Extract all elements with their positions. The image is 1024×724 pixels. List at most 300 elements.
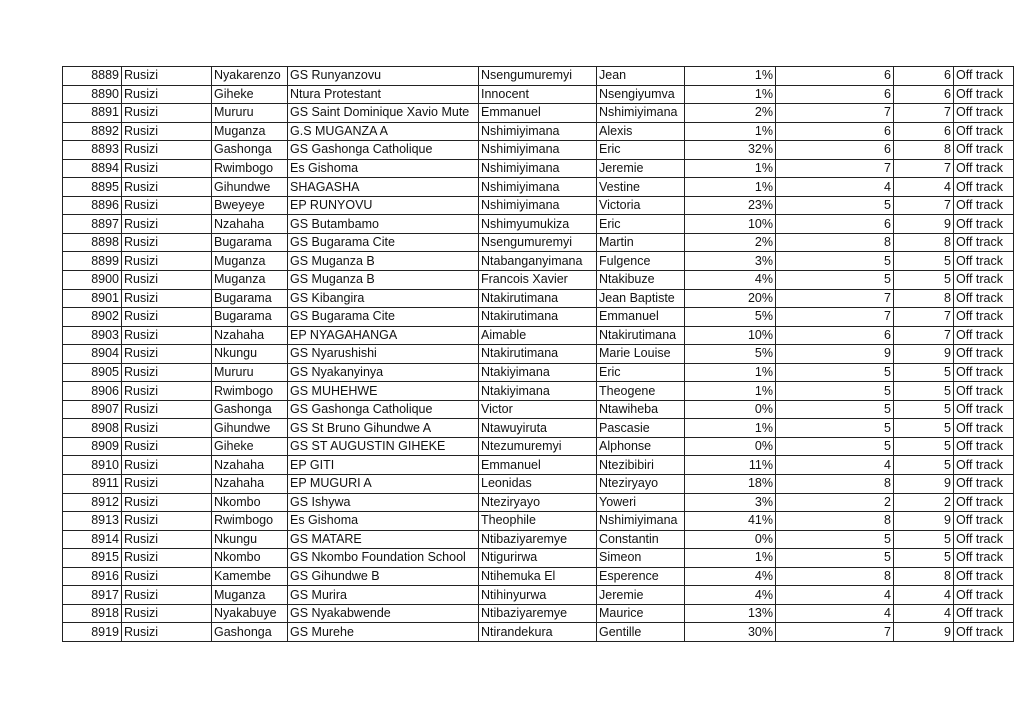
cell-district: Rusizi [122,530,212,549]
cell-id: 8895 [63,178,122,197]
table-row [63,586,1014,605]
cell-surname: Nshimiyimana [479,122,597,141]
cell-status: Off track [954,363,1014,382]
table-row [63,400,1014,419]
cell-id: 8896 [63,196,122,215]
cell-sector: Nkombo [212,549,288,568]
cell-value-a: 4 [776,178,894,197]
cell-status: Off track [954,586,1014,605]
cell-surname: Theophile [479,512,597,531]
cell-value-a: 6 [776,326,894,345]
cell-school: Es Gishoma [288,512,479,531]
cell-status: Off track [954,308,1014,327]
cell-status: Off track [954,530,1014,549]
cell-status: Off track [954,233,1014,252]
cell-sector: Nyakabuye [212,604,288,623]
cell-value-a: 5 [776,400,894,419]
cell-district: Rusizi [122,178,212,197]
cell-value-b: 4 [894,178,954,197]
cell-sector: Nkombo [212,493,288,512]
cell-firstname: Marie Louise [597,345,685,364]
cell-value-a: 6 [776,215,894,234]
cell-district: Rusizi [122,233,212,252]
cell-surname: Nshimiyimana [479,141,597,160]
cell-firstname: Theogene [597,382,685,401]
cell-value-b: 5 [894,252,954,271]
table-row [63,456,1014,475]
cell-value-a: 6 [776,122,894,141]
cell-surname: Victor [479,400,597,419]
cell-school: GS Runyanzovu [288,67,479,86]
cell-value-b: 5 [894,363,954,382]
cell-value-b: 6 [894,67,954,86]
cell-sector: Nkungu [212,530,288,549]
cell-percent: 1% [685,382,776,401]
cell-school: SHAGASHA [288,178,479,197]
cell-value-b: 7 [894,159,954,178]
cell-percent: 1% [685,85,776,104]
cell-sector: Gashonga [212,400,288,419]
cell-value-a: 5 [776,437,894,456]
cell-surname: Nshimiyimana [479,159,597,178]
cell-id: 8909 [63,437,122,456]
cell-firstname: Ntawiheba [597,400,685,419]
cell-district: Rusizi [122,271,212,290]
cell-sector: Nzahaha [212,475,288,494]
cell-surname: Ntihinyurwa [479,586,597,605]
cell-value-a: 8 [776,512,894,531]
cell-value-b: 4 [894,604,954,623]
cell-school: G.S MUGANZA A [288,122,479,141]
cell-value-b: 9 [894,215,954,234]
cell-id: 8916 [63,567,122,586]
cell-firstname: Simeon [597,549,685,568]
cell-id: 8918 [63,604,122,623]
cell-sector: Mururu [212,363,288,382]
cell-status: Off track [954,345,1014,364]
cell-sector: Muganza [212,271,288,290]
cell-firstname: Ntakirutimana [597,326,685,345]
cell-school: GS Ishywa [288,493,479,512]
cell-id: 8897 [63,215,122,234]
cell-district: Rusizi [122,382,212,401]
cell-id: 8894 [63,159,122,178]
cell-id: 8908 [63,419,122,438]
cell-surname: Emmanuel [479,104,597,123]
cell-value-b: 5 [894,382,954,401]
cell-value-a: 8 [776,233,894,252]
cell-surname: Ntakirutimana [479,308,597,327]
cell-value-a: 7 [776,308,894,327]
data-table [62,66,1014,642]
cell-percent: 0% [685,437,776,456]
cell-district: Rusizi [122,85,212,104]
cell-surname: Aimable [479,326,597,345]
cell-value-a: 6 [776,141,894,160]
cell-percent: 30% [685,623,776,642]
cell-status: Off track [954,382,1014,401]
cell-value-b: 8 [894,233,954,252]
cell-firstname: Jean Baptiste [597,289,685,308]
cell-firstname: Jeremie [597,586,685,605]
cell-status: Off track [954,326,1014,345]
cell-value-b: 7 [894,196,954,215]
cell-percent: 1% [685,363,776,382]
cell-status: Off track [954,85,1014,104]
cell-school: GS Saint Dominique Xavio Mute [288,104,479,123]
cell-percent: 5% [685,345,776,364]
cell-value-a: 5 [776,382,894,401]
cell-school: GS Muganza B [288,252,479,271]
cell-surname: Nsengumuremyi [479,233,597,252]
cell-status: Off track [954,456,1014,475]
cell-school: GS Gashonga Catholique [288,400,479,419]
table-row [63,512,1014,531]
cell-firstname: Ntezibibiri [597,456,685,475]
cell-sector: Gihundwe [212,419,288,438]
table-row [63,549,1014,568]
cell-id: 8900 [63,271,122,290]
cell-status: Off track [954,419,1014,438]
cell-percent: 1% [685,122,776,141]
cell-district: Rusizi [122,289,212,308]
cell-surname: Ntakiyimana [479,382,597,401]
cell-percent: 0% [685,530,776,549]
cell-status: Off track [954,475,1014,494]
cell-school: GS MATARE [288,530,479,549]
cell-district: Rusizi [122,475,212,494]
cell-sector: Rwimbogo [212,512,288,531]
cell-district: Rusizi [122,104,212,123]
cell-sector: Rwimbogo [212,159,288,178]
cell-firstname: Constantin [597,530,685,549]
cell-value-b: 2 [894,493,954,512]
cell-status: Off track [954,252,1014,271]
cell-sector: Mururu [212,104,288,123]
cell-sector: Nkungu [212,345,288,364]
cell-id: 8899 [63,252,122,271]
cell-sector: Giheke [212,437,288,456]
table-row [63,85,1014,104]
table-row [63,382,1014,401]
cell-surname: Ntigurirwa [479,549,597,568]
cell-surname: Nshimyumukiza [479,215,597,234]
cell-value-a: 5 [776,419,894,438]
cell-sector: Bweyeye [212,196,288,215]
cell-percent: 20% [685,289,776,308]
cell-firstname: Esperence [597,567,685,586]
cell-value-b: 6 [894,85,954,104]
cell-district: Rusizi [122,67,212,86]
cell-district: Rusizi [122,196,212,215]
cell-percent: 10% [685,215,776,234]
cell-school: GS Nyakabwende [288,604,479,623]
cell-percent: 23% [685,196,776,215]
cell-percent: 1% [685,419,776,438]
cell-percent: 1% [685,159,776,178]
cell-surname: Ntibaziyaremye [479,604,597,623]
cell-school: GS Kibangira [288,289,479,308]
cell-percent: 10% [685,326,776,345]
table-row [63,437,1014,456]
cell-firstname: Jean [597,67,685,86]
cell-district: Rusizi [122,159,212,178]
cell-value-a: 5 [776,363,894,382]
cell-school: GS ST AUGUSTIN GIHEKE [288,437,479,456]
cell-value-b: 5 [894,271,954,290]
cell-id: 8910 [63,456,122,475]
cell-status: Off track [954,493,1014,512]
cell-status: Off track [954,512,1014,531]
cell-status: Off track [954,196,1014,215]
cell-percent: 2% [685,104,776,123]
table-row [63,196,1014,215]
table-row [63,215,1014,234]
cell-percent: 4% [685,567,776,586]
cell-value-b: 4 [894,586,954,605]
cell-id: 8907 [63,400,122,419]
cell-value-b: 5 [894,437,954,456]
cell-firstname: Fulgence [597,252,685,271]
cell-sector: Gashonga [212,623,288,642]
cell-district: Rusizi [122,308,212,327]
cell-firstname: Ntakibuze [597,271,685,290]
table-row [63,623,1014,642]
cell-id: 8893 [63,141,122,160]
table-row [63,419,1014,438]
cell-school: GS MUHEHWE [288,382,479,401]
cell-school: GS Bugarama Cite [288,233,479,252]
table-row [63,178,1014,197]
table-row [63,345,1014,364]
cell-percent: 32% [685,141,776,160]
cell-id: 8913 [63,512,122,531]
cell-value-a: 7 [776,289,894,308]
cell-firstname: Eric [597,363,685,382]
cell-status: Off track [954,437,1014,456]
cell-status: Off track [954,141,1014,160]
cell-status: Off track [954,400,1014,419]
cell-school: GS Bugarama Cite [288,308,479,327]
table-row [63,363,1014,382]
cell-percent: 1% [685,178,776,197]
cell-school: GS Nkombo Foundation School [288,549,479,568]
cell-id: 8898 [63,233,122,252]
cell-sector: Muganza [212,252,288,271]
cell-sector: Nzahaha [212,215,288,234]
table-row [63,567,1014,586]
table-row [63,308,1014,327]
table-row [63,67,1014,86]
cell-percent: 1% [685,67,776,86]
cell-value-b: 5 [894,400,954,419]
cell-value-a: 5 [776,530,894,549]
cell-value-a: 5 [776,549,894,568]
cell-school: EP GITI [288,456,479,475]
cell-district: Rusizi [122,623,212,642]
cell-value-a: 4 [776,456,894,475]
cell-value-a: 7 [776,104,894,123]
cell-value-a: 9 [776,345,894,364]
cell-id: 8917 [63,586,122,605]
cell-firstname: Yoweri [597,493,685,512]
cell-status: Off track [954,122,1014,141]
cell-district: Rusizi [122,493,212,512]
cell-surname: Ntawuyiruta [479,419,597,438]
table-row [63,271,1014,290]
cell-value-b: 8 [894,567,954,586]
cell-value-b: 9 [894,475,954,494]
cell-status: Off track [954,67,1014,86]
cell-school: GS Murira [288,586,479,605]
cell-status: Off track [954,623,1014,642]
cell-id: 8903 [63,326,122,345]
cell-value-b: 5 [894,549,954,568]
cell-value-a: 8 [776,475,894,494]
cell-id: 8902 [63,308,122,327]
cell-firstname: Maurice [597,604,685,623]
cell-percent: 4% [685,271,776,290]
cell-firstname: Nshimiyimana [597,104,685,123]
cell-id: 8891 [63,104,122,123]
cell-firstname: Eric [597,141,685,160]
cell-status: Off track [954,289,1014,308]
cell-sector: Nzahaha [212,456,288,475]
cell-firstname: Nteziryayo [597,475,685,494]
cell-school: GS St Bruno Gihundwe A [288,419,479,438]
cell-status: Off track [954,604,1014,623]
cell-id: 8912 [63,493,122,512]
cell-value-b: 5 [894,419,954,438]
table-row [63,604,1014,623]
cell-value-a: 4 [776,586,894,605]
cell-surname: Ntabanganyimana [479,252,597,271]
cell-sector: Muganza [212,122,288,141]
cell-surname: Ntezumuremyi [479,437,597,456]
table-row [63,493,1014,512]
table-row [63,475,1014,494]
table-row [63,326,1014,345]
cell-sector: Gihundwe [212,178,288,197]
cell-surname: Nshimiyimana [479,178,597,197]
cell-percent: 18% [685,475,776,494]
cell-firstname: Alphonse [597,437,685,456]
cell-district: Rusizi [122,122,212,141]
cell-id: 8905 [63,363,122,382]
table-row [63,122,1014,141]
cell-value-b: 5 [894,456,954,475]
cell-firstname: Gentille [597,623,685,642]
cell-value-b: 9 [894,623,954,642]
cell-percent: 3% [685,493,776,512]
cell-value-a: 7 [776,623,894,642]
cell-value-b: 9 [894,345,954,364]
cell-school: GS Muganza B [288,271,479,290]
cell-value-a: 5 [776,252,894,271]
cell-status: Off track [954,215,1014,234]
cell-district: Rusizi [122,512,212,531]
cell-id: 8911 [63,475,122,494]
cell-id: 8892 [63,122,122,141]
cell-surname: Nsengumuremyi [479,67,597,86]
cell-value-a: 7 [776,159,894,178]
cell-district: Rusizi [122,549,212,568]
table-row [63,530,1014,549]
cell-percent: 4% [685,586,776,605]
cell-value-b: 5 [894,530,954,549]
cell-firstname: Victoria [597,196,685,215]
cell-sector: Nyakarenzo [212,67,288,86]
cell-percent: 11% [685,456,776,475]
cell-status: Off track [954,549,1014,568]
cell-surname: Innocent [479,85,597,104]
cell-percent: 13% [685,604,776,623]
cell-value-b: 8 [894,141,954,160]
cell-sector: Bugarama [212,308,288,327]
cell-firstname: Eric [597,215,685,234]
cell-status: Off track [954,178,1014,197]
cell-id: 8919 [63,623,122,642]
cell-sector: Gashonga [212,141,288,160]
cell-id: 8906 [63,382,122,401]
cell-district: Rusizi [122,567,212,586]
cell-district: Rusizi [122,141,212,160]
cell-value-b: 8 [894,289,954,308]
cell-id: 8904 [63,345,122,364]
cell-value-b: 9 [894,512,954,531]
cell-district: Rusizi [122,252,212,271]
cell-id: 8889 [63,67,122,86]
cell-value-a: 8 [776,567,894,586]
cell-firstname: Alexis [597,122,685,141]
cell-school: GS Butambamo [288,215,479,234]
cell-id: 8915 [63,549,122,568]
cell-firstname: Martin [597,233,685,252]
cell-value-a: 6 [776,85,894,104]
cell-value-b: 7 [894,326,954,345]
cell-value-b: 7 [894,308,954,327]
cell-surname: Ntakiyimana [479,363,597,382]
cell-school: GS Gashonga Catholique [288,141,479,160]
cell-surname: Ntihemuka El [479,567,597,586]
cell-status: Off track [954,567,1014,586]
cell-district: Rusizi [122,456,212,475]
cell-firstname: Vestine [597,178,685,197]
cell-school: GS Gihundwe B [288,567,479,586]
cell-sector: Bugarama [212,233,288,252]
table-row [63,289,1014,308]
cell-value-a: 5 [776,196,894,215]
cell-surname: Ntirandekura [479,623,597,642]
cell-percent: 1% [685,549,776,568]
cell-district: Rusizi [122,345,212,364]
cell-sector: Nzahaha [212,326,288,345]
cell-district: Rusizi [122,326,212,345]
cell-firstname: Jeremie [597,159,685,178]
table-row [63,159,1014,178]
cell-status: Off track [954,159,1014,178]
cell-percent: 0% [685,400,776,419]
cell-school: EP MUGURI A [288,475,479,494]
table-row [63,233,1014,252]
table-row [63,252,1014,271]
cell-surname: Ntibaziyaremye [479,530,597,549]
table-row [63,104,1014,123]
cell-sector: Muganza [212,586,288,605]
cell-district: Rusizi [122,419,212,438]
cell-sector: Rwimbogo [212,382,288,401]
cell-district: Rusizi [122,437,212,456]
